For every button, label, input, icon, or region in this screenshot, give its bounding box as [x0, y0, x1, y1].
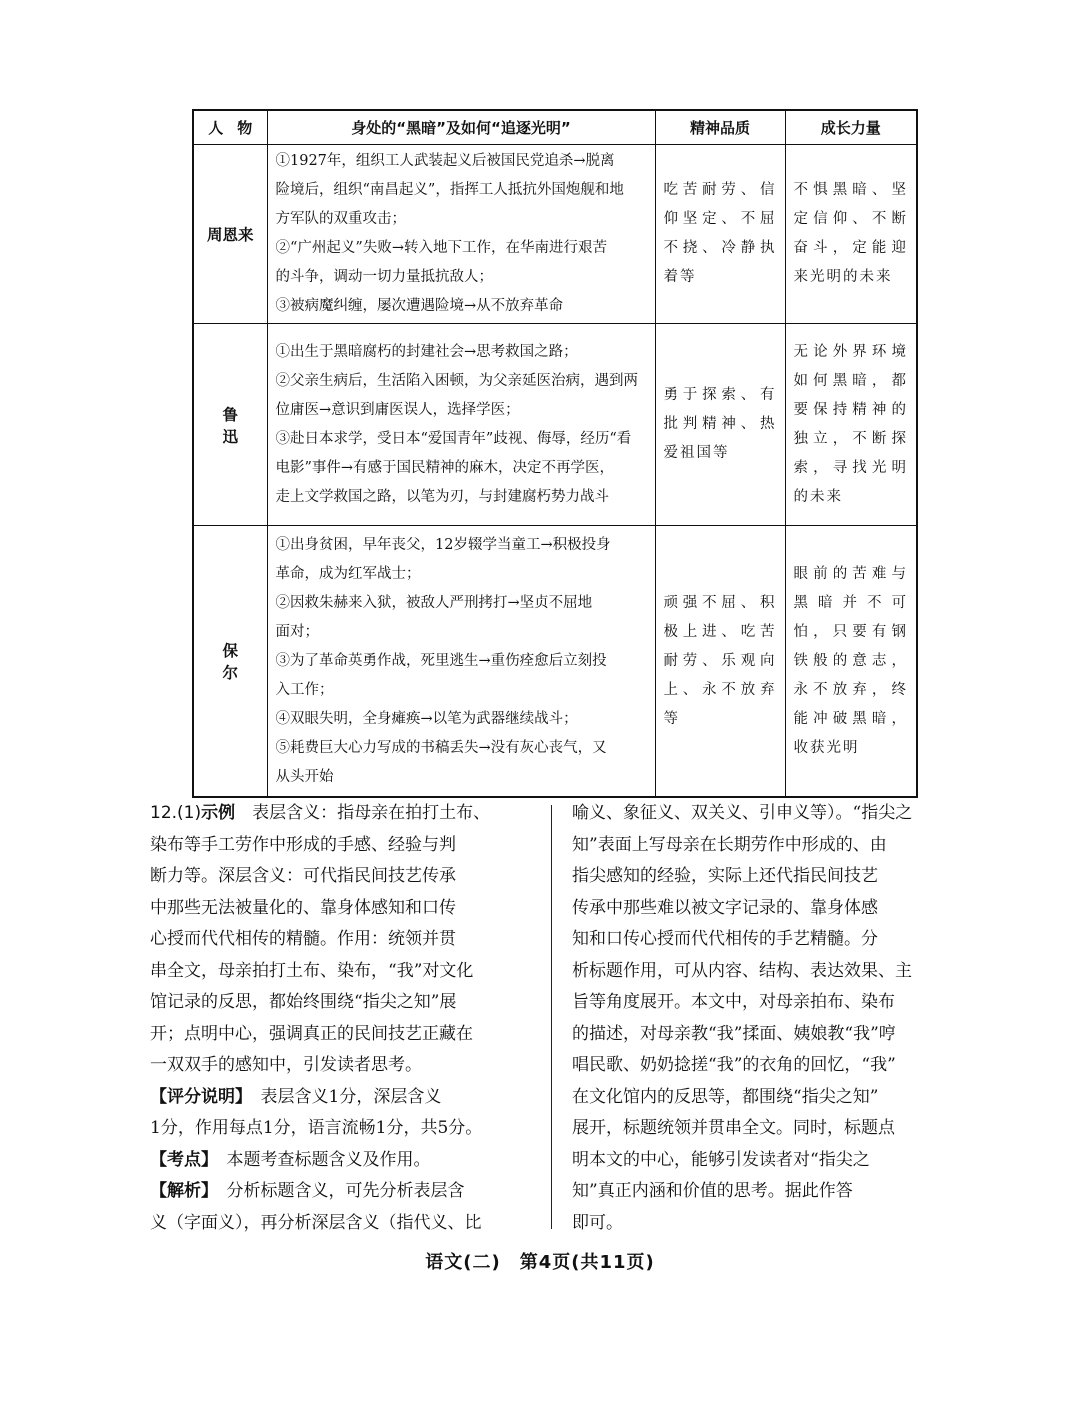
analysis-line: 即可。 — [572, 1212, 623, 1233]
answer-line: 一双双手的感知中，引发读者思考。 — [150, 1055, 422, 1075]
header-darkness: 身处的“黑暗”及如何“追逐光明” — [267, 110, 655, 145]
header-quality: 精神品质 — [655, 110, 785, 145]
analysis-line: 析标题作用，可从内容、结构、表达效果、主 — [572, 960, 912, 981]
person-events — [267, 324, 655, 526]
person-events — [267, 145, 655, 324]
analysis-line: 知和口传心授而代代相传的手艺精髓。分 — [572, 929, 878, 949]
point-text: 本题考查标题含义及作用。 — [226, 1149, 431, 1170]
person-events — [267, 526, 655, 798]
scoring-label: 【评分说明】 — [150, 1086, 244, 1107]
analysis-line: 喻义、象征义、双关义、引申义等）。“指尖之 — [572, 803, 913, 823]
point-line — [150, 1145, 534, 1177]
event-line: 入工作； — [275, 681, 334, 698]
table-row — [193, 324, 917, 526]
event-line: ②父亲生病后，生活陷入困顿，为父亲延医治病，遇到两 — [275, 372, 638, 389]
analysis-line: 唱民歌、奶奶捻搓“我”的衣角的回忆，“我” — [572, 1055, 896, 1075]
scoring-text: 1分，作用每点1分，语言流畅1分，共5分。 — [150, 1118, 483, 1138]
event-line: 方军队的双重攻击； — [275, 211, 406, 227]
event-line: 面对； — [275, 623, 319, 640]
person-name: 周恩来 — [193, 145, 267, 324]
table-row — [193, 145, 917, 324]
event-line: ②因救朱赫来入狱，被敌人严刑拷打→坚贞不屈地 — [275, 594, 593, 611]
answer-line: 馆记录的反思，都始终围绕“指尖之知”展 — [150, 992, 457, 1012]
answer-line: 心授而代代相传的精髓。作用：统领并贯 — [150, 929, 456, 949]
event-line: ④双眼失明，全身瘫痪→以笔为武器继续战斗； — [275, 710, 578, 727]
column-divider — [551, 805, 552, 1229]
analysis-line: 展开，标题统领并贯串全文。同时，标题点 — [572, 1118, 895, 1138]
event-line: 革命，成为红军战士； — [275, 565, 421, 582]
analysis-line: 知”真正内涵和价值的思考。据此作答 — [572, 1181, 853, 1201]
header-person: 人物 — [193, 110, 267, 145]
event-line: 位庸医→意识到庸医误人，选择学医； — [275, 401, 520, 418]
example-label: 示例 — [201, 803, 236, 823]
event-line: 险境后，组织“南昌起义”，指挥工人抵抗外国炮舰和地 — [275, 182, 624, 198]
person-power: 无论外界环境如何黑暗，都要保持精神的独立，不断探索，寻找光明的未来 — [785, 324, 917, 526]
analysis-line: 在文化馆内的反思等，都围绕“指尖之知” — [572, 1086, 879, 1107]
answer-line: 开；点明中心，强调真正的民间技艺正藏在 — [150, 1023, 473, 1044]
event-line: ③被病魔纠缠，屡次遭遇险境→从不放弃革命 — [275, 298, 564, 314]
answer-line-first — [150, 798, 534, 830]
answer-line: 表层含义：指母亲在拍打土布、 — [252, 803, 491, 823]
answer-line: 中那些无法被量化的、靠身体感知和口传 — [150, 897, 456, 918]
event-line: 电影”事件→有感于国民精神的麻木，决定不再学医， — [275, 459, 615, 476]
event-line: ②“广州起义”失败→转入地下工作，在华南进行艰苦 — [275, 240, 607, 256]
answer-line: 染布等手工劳作中形成的手感、经验与判 — [150, 834, 456, 855]
scoring-line — [150, 1082, 534, 1114]
event-line: 的斗争，调动一切力量抵抗敌人； — [275, 269, 493, 285]
analysis-line: 旨等角度展开。本文中，对母亲拍布、染布 — [572, 992, 895, 1012]
event-line: ①1927年，组织工人武装起义后被国民党追杀→脱离 — [275, 153, 615, 169]
event-line: ①出身贫困，早年丧父，12岁辍学当童工→积极投身 — [275, 536, 611, 553]
character-analysis-table — [192, 109, 918, 798]
event-line: ⑤耗费巨大心力写成的书稿丢失→没有灰心丧气，又 — [275, 739, 607, 756]
table-header-row — [193, 110, 917, 145]
answer-right-column — [572, 798, 924, 1239]
page-footer: 语文(二) 第4页(共11页) — [425, 1252, 655, 1273]
person-quality: 吃苦耐劳、信仰坚定、不屈不挠、冷静执着等 — [655, 145, 785, 324]
point-label: 【考点】 — [150, 1149, 210, 1170]
event-line: 从头开始 — [275, 768, 334, 785]
analysis-text: 义（字面义），再分析深层含义（指代义、比 — [150, 1212, 482, 1233]
person-name: 鲁迅 — [193, 324, 267, 526]
event-line: ①出生于黑暗腐朽的封建社会→思考救国之路； — [275, 343, 578, 360]
person-power: 不惧黑暗、坚定信仰、不断奋斗，定能迎来光明的未来 — [785, 145, 917, 324]
person-quality: 顽强不屈、积极上进、吃苦耐劳、乐观向上、永不放弃等 — [655, 526, 785, 798]
event-line: 走上文学救国之路，以笔为刃，与封建腐朽势力战斗 — [275, 488, 609, 505]
answer-line: 串全文，母亲拍打土布、染布，“我”对文化 — [150, 960, 474, 981]
analysis-label: 【解析】 — [150, 1181, 210, 1201]
question-number: 12.(1) — [150, 803, 202, 823]
scoring-text: 表层含义1分，深层含义 — [260, 1086, 442, 1107]
event-line: ③为了革命英勇作战，死里逃生→重伤痊愈后立刻投 — [275, 652, 607, 669]
analysis-text: 分析标题含义，可先分析表层含 — [226, 1181, 465, 1201]
analysis-line: 知”表面上写母亲在长期劳作中形成的、由 — [572, 834, 887, 855]
event-line: ③赴日本求学，受日本“爱国青年”歧视、侮辱，经历“看 — [275, 430, 632, 447]
analysis-line: 指尖感知的经验，实际上还代指民间技艺 — [572, 866, 878, 886]
analysis-line: 的描述，对母亲教“我”揉面、姨娘教“我”哼 — [572, 1023, 896, 1044]
person-quality: 勇于探索、有批判精神、热爱祖国等 — [655, 324, 785, 526]
table-row — [193, 526, 917, 798]
answer-line: 断力等。深层含义：可代指民间技艺传承 — [150, 866, 456, 886]
header-power: 成长力量 — [785, 110, 917, 145]
analysis-line — [150, 1176, 534, 1208]
analysis-line: 明本文的中心，能够引发读者对“指尖之 — [572, 1149, 870, 1170]
analysis-line: 传承中那些难以被文字记录的、靠身体感 — [572, 897, 878, 918]
person-name: 保尔 — [193, 526, 267, 798]
answer-left-column — [150, 798, 534, 1239]
person-power: 眼前的苦难与黑暗并不可怕，只要有钢铁般的意志，永不放弃，终能冲破黑暗，收获光明 — [785, 526, 917, 798]
